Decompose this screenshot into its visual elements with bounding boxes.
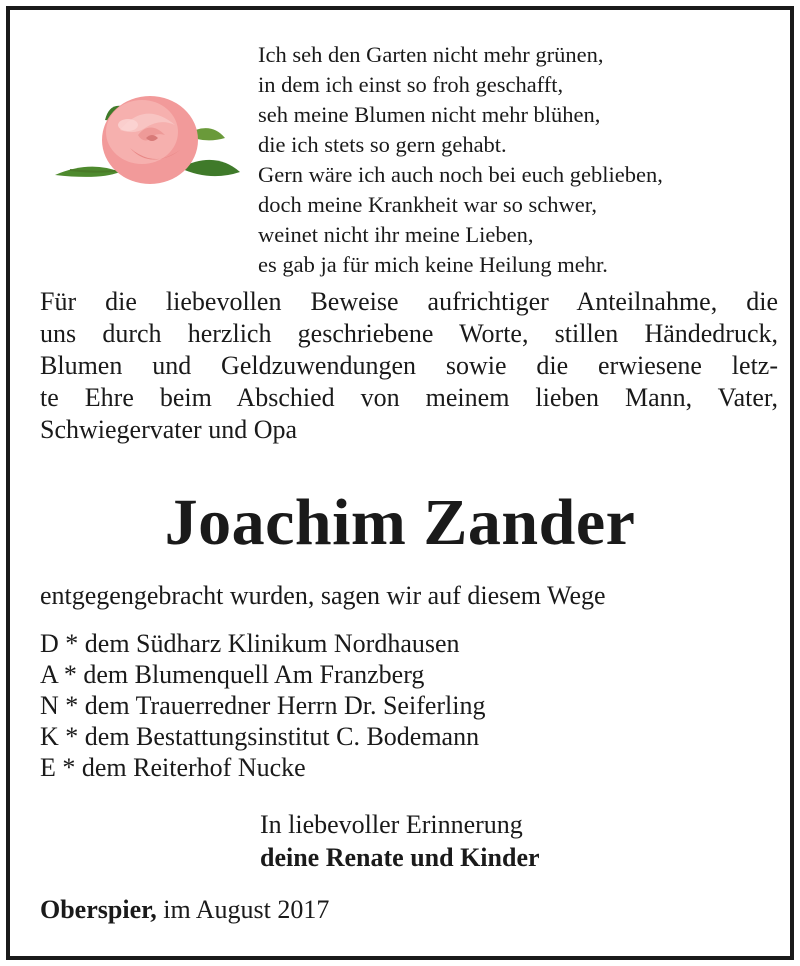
list-item: A * dem Blumenquell Am Franzberg bbox=[40, 660, 425, 689]
list-item: K * dem Bestattungsinstitut C. Bodemann bbox=[40, 722, 480, 751]
closing-remembrance: In liebevoller Erinnerung bbox=[260, 810, 523, 839]
poem-line: Gern wäre ich auch noch bei euch geblieben, bbox=[258, 162, 663, 187]
place-date bbox=[40, 894, 329, 926]
poem bbox=[258, 40, 663, 280]
poem-line: doch meine Krankheit war so schwer, bbox=[258, 192, 597, 217]
deceased-name: Joachim Zander bbox=[164, 486, 636, 559]
thanks-paragraph bbox=[40, 286, 778, 446]
thanks-line: uns durch herzlich geschriebene Worte, stillen Händedruck, bbox=[40, 319, 778, 348]
date: im August 2017 bbox=[156, 895, 330, 924]
poem-line: Ich seh den Garten nicht mehr grünen, bbox=[258, 42, 604, 67]
acknowledgement-list bbox=[40, 628, 486, 783]
place: Oberspier, bbox=[40, 895, 157, 924]
list-item: D * dem Südharz Klinikum Nordhausen bbox=[40, 629, 460, 658]
poem-line: in dem ich einst so froh geschafft, bbox=[258, 72, 564, 97]
closing-signature: deine Renate und Kinder bbox=[260, 843, 540, 872]
poem-line: seh meine Blumen nicht mehr blühen, bbox=[258, 102, 601, 127]
list-item: N * dem Trauerredner Herrn Dr. Seiferling bbox=[40, 691, 486, 720]
poem-line: die ich stets so gern gehabt. bbox=[258, 132, 507, 157]
closing bbox=[260, 808, 540, 874]
poem-line: weinet nicht ihr meine Lieben, bbox=[258, 222, 534, 247]
thanks-line: te Ehre beim Abschied von meinem lieben Mann, Vater, bbox=[40, 383, 778, 412]
poem-line: es gab ja für mich keine Heilung mehr. bbox=[258, 252, 608, 277]
thanks-line: Schwiegervater und Opa bbox=[40, 415, 298, 444]
obituary-card bbox=[6, 6, 794, 960]
thanks-line: Für die liebevollen Beweise aufrichtiger Anteilnahme, die bbox=[40, 287, 778, 316]
thanks-line: Blumen und Geldzuwendungen sowie die erwiesene letz- bbox=[40, 351, 778, 380]
after-name-text: entgegengebracht wurden, sagen wir auf diesem Wege bbox=[40, 581, 606, 610]
rose-icon bbox=[50, 80, 250, 200]
list-item: E * dem Reiterhof Nucke bbox=[40, 753, 306, 782]
